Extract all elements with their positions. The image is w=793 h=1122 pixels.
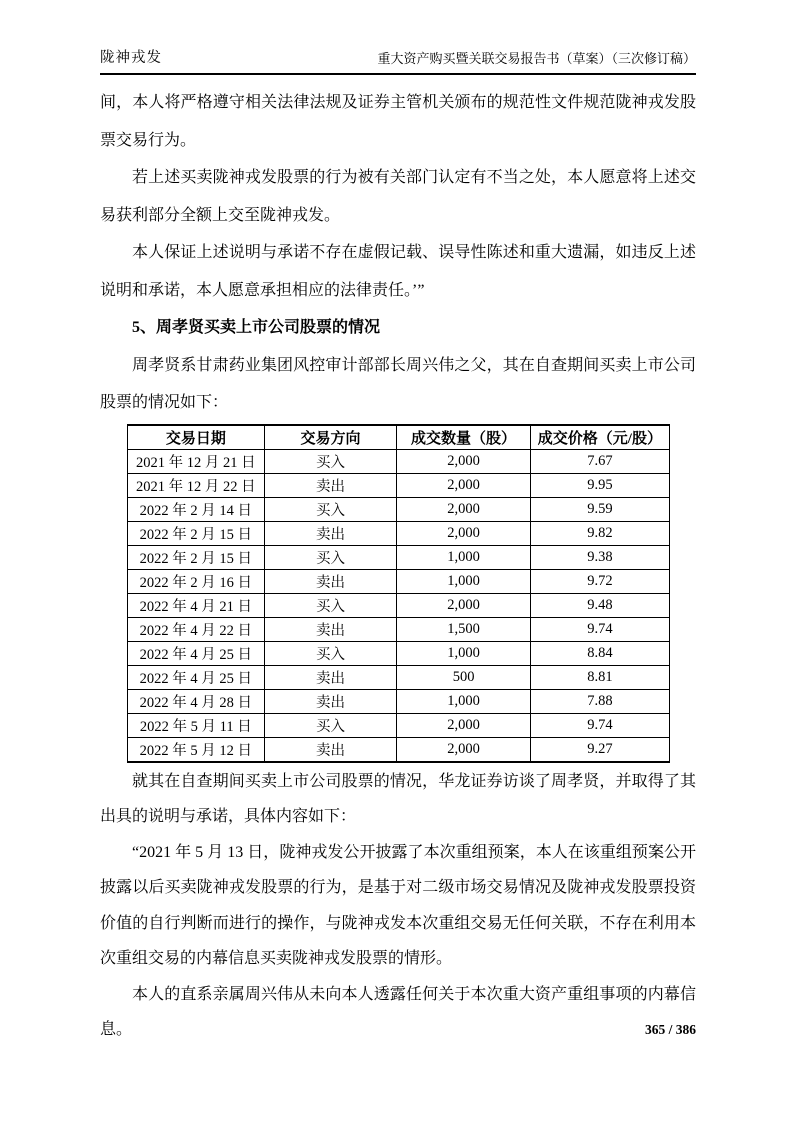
table-row <box>127 737 669 762</box>
table-cell: 卖出 <box>265 521 397 545</box>
table-cell: 2021 年 12 月 22 日 <box>127 473 265 497</box>
table-cell: 2022 年 4 月 21 日 <box>127 593 265 617</box>
table-row <box>127 593 669 617</box>
table-cell: 2,000 <box>396 497 530 521</box>
table-cell: 2022 年 4 月 25 日 <box>127 665 265 689</box>
paragraph-guarantee: 本人保证上述说明与承诺不存在虚假记载、误导性陈述和重大遗漏，如违反上述说明和承诺，本人愿意承担相应的法律责任。’” <box>100 244 696 299</box>
table-row <box>127 641 669 665</box>
table-cell: 买入 <box>265 545 397 569</box>
table-cell: 9.48 <box>531 593 669 617</box>
page-number: 365 / 386 <box>644 1022 696 1037</box>
paragraph-quote-relative: 本人的直系亲属周兴伟从未向本人透露任何关于本次重大资产重组事项的内幕信息。 <box>100 985 696 1038</box>
column-header-price: 成交价格（元/股） <box>531 425 669 450</box>
table-cell: 2022 年 4 月 28 日 <box>127 689 265 713</box>
header-company-name: 陇神戎发 <box>100 50 162 66</box>
table-row <box>127 665 669 689</box>
column-header-trade-direction: 交易方向 <box>265 425 397 450</box>
table-cell: 买入 <box>265 497 397 521</box>
table-cell: 2022 年 2 月 15 日 <box>127 545 265 569</box>
table-cell: 500 <box>396 665 530 689</box>
table-cell: 2,000 <box>396 521 530 545</box>
table-cell: 2022 年 4 月 25 日 <box>127 641 265 665</box>
paragraph-quote-statement: “2021 年 5 月 13 日，陇神戎发公开披露了本次重组预案，本人在该重组预案公开披露以后买卖陇神戎发股票的行为，是基于对二级市场交易情况及陇神戎发股票投资价值的自行判断而进行的操作，与陇神戎发本次重组交易无任何关联，不存在利用本次重组交易的内幕信息买卖陇神戎发股票的情形。 <box>100 843 696 967</box>
table-cell: 卖出 <box>265 569 397 593</box>
table-header-row <box>127 425 669 450</box>
table-cell: 2022 年 5 月 12 日 <box>127 737 265 762</box>
table-cell: 2,000 <box>396 737 530 762</box>
table-cell: 2,000 <box>396 449 530 473</box>
table-row <box>127 521 669 545</box>
table-row <box>127 497 669 521</box>
table-cell: 1,000 <box>396 689 530 713</box>
table-cell: 卖出 <box>265 737 397 762</box>
table-cell: 2022 年 2 月 15 日 <box>127 521 265 545</box>
table-cell: 9.59 <box>531 497 669 521</box>
table-cell: 2,000 <box>396 593 530 617</box>
table-row <box>127 449 669 473</box>
column-header-volume: 成交数量（股） <box>396 425 530 450</box>
table-cell: 2022 年 5 月 11 日 <box>127 713 265 737</box>
table-cell: 买入 <box>265 449 397 473</box>
table-cell: 2022 年 2 月 16 日 <box>127 569 265 593</box>
paragraph-commitment: 若上述买卖陇神戎发股票的行为被有关部门认定有不当之处，本人愿意将上述交易获利部分全额上交至陇神戎发。 <box>100 169 696 224</box>
table-cell: 买入 <box>265 713 397 737</box>
table-cell: 2,000 <box>396 473 530 497</box>
table-cell: 7.88 <box>531 689 669 713</box>
table-body <box>127 449 669 762</box>
table-cell: 1,500 <box>396 617 530 641</box>
body-text-top <box>100 84 696 422</box>
table-cell: 9.74 <box>531 617 669 641</box>
table-cell: 9.27 <box>531 737 669 762</box>
table-cell: 8.81 <box>531 665 669 689</box>
table-cell: 9.82 <box>531 521 669 545</box>
body-text-bottom <box>100 764 696 1048</box>
trades-table <box>127 424 670 763</box>
table-cell: 1,000 <box>396 545 530 569</box>
table-cell: 9.74 <box>531 713 669 737</box>
header-report-title: 重大资产购买暨关联交易报告书（草案）（三次修订稿） <box>377 51 696 66</box>
table-cell: 8.84 <box>531 641 669 665</box>
table-cell: 2022 年 4 月 22 日 <box>127 617 265 641</box>
table-cell: 9.95 <box>531 473 669 497</box>
table-cell: 7.67 <box>531 449 669 473</box>
paragraph-table-intro: 周孝贤系甘肃药业集团风控审计部部长周兴伟之父，其在自查期间买卖上市公司股票的情况如下： <box>100 356 696 411</box>
table-cell: 卖出 <box>265 473 397 497</box>
page-header <box>100 46 696 75</box>
table-cell: 卖出 <box>265 689 397 713</box>
table-row <box>127 689 669 713</box>
table-row <box>127 569 669 593</box>
table-cell: 1,000 <box>396 641 530 665</box>
table-cell: 9.72 <box>531 569 669 593</box>
table-row <box>127 617 669 641</box>
table-cell: 买入 <box>265 593 397 617</box>
column-header-trade-date: 交易日期 <box>127 425 265 450</box>
table-cell: 1,000 <box>396 569 530 593</box>
table-cell: 卖出 <box>265 617 397 641</box>
table-cell: 买入 <box>265 641 397 665</box>
table-cell: 2021 年 12 月 21 日 <box>127 449 265 473</box>
table-cell: 9.38 <box>531 545 669 569</box>
paragraph-interview: 就其在自查期间买卖上市公司股票的情况，华龙证券访谈了周孝贤，并取得了其出具的说明与承诺，具体内容如下： <box>100 772 696 825</box>
paragraph-continuation: 间，本人将严格遵守相关法律法规及证券主管机关颁布的规范性文件规范陇神戎发股票交易行为。 <box>100 94 696 149</box>
table-row <box>127 713 669 737</box>
table-cell: 2022 年 2 月 14 日 <box>127 497 265 521</box>
table-row <box>127 473 669 497</box>
table-cell: 卖出 <box>265 665 397 689</box>
table-cell: 2,000 <box>396 713 530 737</box>
table-row <box>127 545 669 569</box>
section-heading: 5、周孝贤买卖上市公司股票的情况 <box>132 319 381 336</box>
